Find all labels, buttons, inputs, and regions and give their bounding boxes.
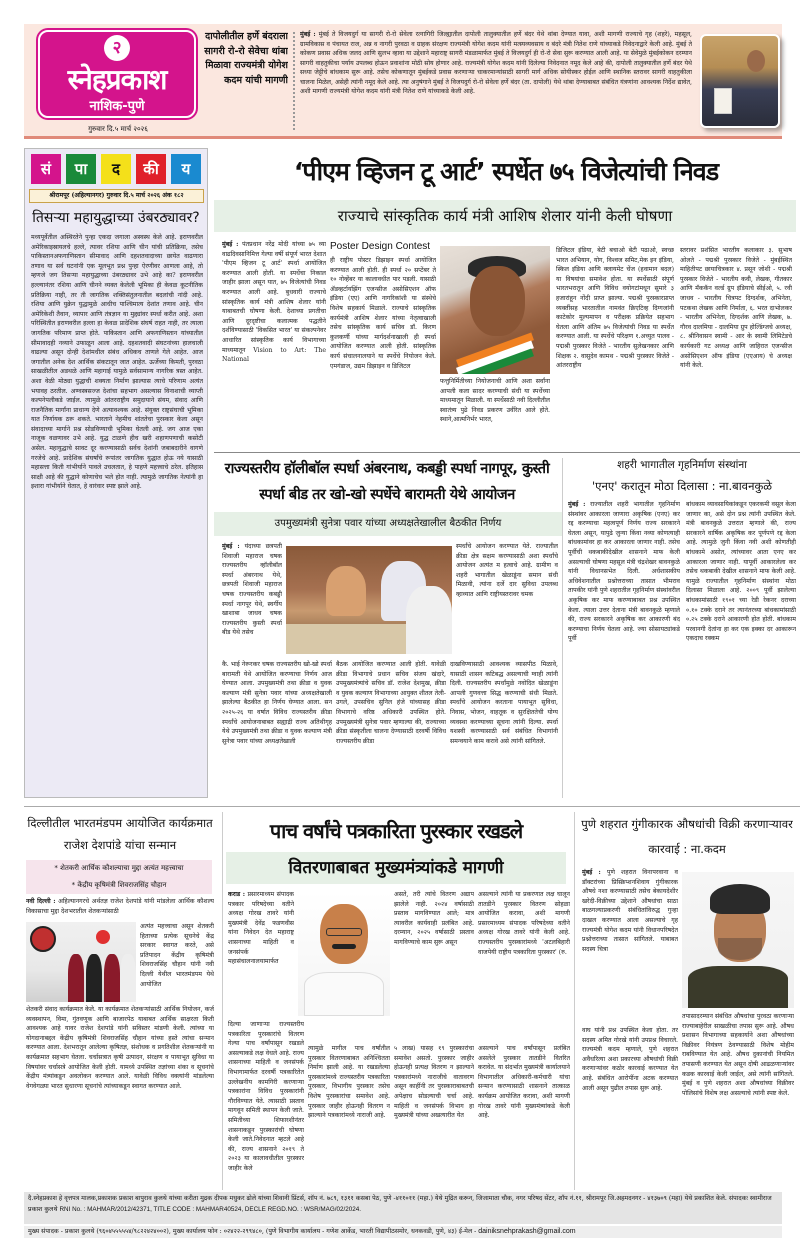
contact-text: मुख्य संपादक - प्रकाश कुलथे (९६०४५५५५५४/९८२२४२४००२), मुख्य कार्यालय फोन : ०२४२२-२९९४८०, (पुणे विभागीय कार्यालय - गणेश आर्केड, भारती विद्यापीठसमोर, धनकवडी, पुणे, ४३) ई-मेल - (28, 1228, 477, 1235)
delhi-sub-line-2: * केंद्रीय कृषिमंत्री शिवराजसिंह चौहान (71, 881, 167, 889)
editorial-tile: सं (31, 154, 61, 184)
imprint-line (24, 1192, 782, 1224)
masthead-story-body (300, 30, 692, 134)
lead-column-photo-text: फत्तुनिर्मितीच्या नियोजनाची आणि अशा सर्वांना आपली कला सादर करण्याची संधी या स्पर्धेच्या माध्यमातून मिळाली. या स्पर्धेसाठी नवी दिल्लीतील स्वातंत्र्य पुढे निवड प्रकरण उर्वरित आले होते. स्थाने,आत्मनिर्भर भारत, (440, 378, 550, 424)
section-divider (24, 806, 800, 807)
editorial-tile: द (101, 154, 131, 184)
dateline: नवी दिल्ली : (26, 898, 56, 905)
edition-number: २ (104, 35, 130, 61)
sports-meeting-photo (286, 546, 452, 654)
pune-column-3: तपासादरम्यान संबंधित औषधांचा पुरवठा करणाऱ्या राज्याबाहेरील साखळीचा तपास सुरू आहे. औषध प्रशासन विभागाच्या सहकार्याने अशा औषधांच्या विक्रीवर नियंत्रण ठेवण्यासाठी विशेष मोहीम राबविण्यात येत आहे. औषध दुकानांची नियमित तपासणी करण्यात येत असून दोषी आढळणाऱ्यांवर कडक कारवाई केली जाईल, असे त्यांनी सांगितले. मुंबई व पुणे शहरात अशा औषधांच्या विक्रीवर पोलिसांचे विशेष लक्ष असल्याचे त्यांनी स्पष्ट केले. (682, 1013, 794, 1097)
housing-kicker: शहरी भागातील गृहनिर्माण संस्थांना (617, 459, 747, 471)
editorial-tile: य (171, 154, 201, 184)
lead-headline: ‘पीएम व्हिजन टू आर्ट’ स्पर्धेत ७५ विजेत्यांची निवड (293, 157, 719, 186)
sports-column-5: दाखविण्यासाठी आवश्यक व्यासपीठ मिळावे, यासाठी शासन कटिबद्ध असल्याची ग्वाही त्यांनी दिली. राज्यस्तरीय स्पर्धांमुळे नवोदित खेळाडूंना आपली गुणवत्ता सिद्ध करण्याची संधी मिळते. स्पर्धांचे आयोजन करताना पायाभूत सुविधा, निवास, भोजन, वाहतूक व सुरक्षिततेची योग्य व्यवस्था करण्याच्या सूचना त्यांनी दिल्या. स्पर्धा यशस्वी करण्यासाठी सर्व संबंधित विभागांनी समन्वयाने काम करावे असे त्यांनी सांगितले. (450, 661, 558, 745)
story-text: मुंबई ते विजयदुर्ग या सागरी रो-रो सेवेला रत्नागिरी जिल्ह्यातील दापोली तालुक्यातील हर्णे बंदर येथे थांबा देण्यात यावा, अशी मागणी राज्याचे गृह (शहरे), महसूल, ग्रामविकास व पंचायत राज, अन्न व नागरी पुरवठा व ग्राहक संरक्षण राज्यमंत्री योगेश कदम यांनी मत्स्यव्यवसाय व बंदरे मंत्री नितेश राणे यांच्याकडे निवेदनाद्वारे केली आहे. मुंबई ते कोकण प्रवास अधिक जलद आणि सुलभ व्हावा या उद्देशाने महाराष्ट्र सागरी मंडळामार्फत मुंबई ते विजयदुर्ग ही रो-रो सेवा सुरू करण्यात आली आहे. या सेवेमुळे मुंबईकोकन दरम्यान सागरी वाहतुकीचा पर्याय उपलब्ध होऊन प्रवाशांना मोठी सोय होणार आहे. राज्यमंत्री योगेश कदम यांनी दिलेल्या निवेदनात नमूद केले आहे की, दापोली तालुक्यातील हर्णे बंदर येथे सध्या जेट्टीचे बांधकाम सुरू आहे. तसेच कोकणातून मुंबईकडे प्रवास करणाऱ्या चाकरमान्यांसाठी सागरी मार्ग अधिक सोयीस्कर होईल आणि स्थानिक स्तरावर सागरी वाहतुकीला चालना मिळेल, असेही त्यांनी नमूद केले आहे. त्या अनुषंगाने मुंबई ते विजयदुर्ग रो-रो सेवेला हर्णे बंदर (ता. दापोली) येथे थांबा देण्याबाबत संबंधित यंत्रणांना आवश्यक निर्देश द्यावेत, अशी मागणी राज्यमंत्री योगेश कदम यांनी मंत्री नितेश राणे यांच्याकडे केली आहे. (300, 31, 692, 95)
registration-numbers: RNI No. : MAHMAR/2012/42371, TITLE CODE : MAHMAR40524, DECLE REGD.NO. : WSR/MAG/02/2024. (59, 1205, 362, 1213)
lead-subheadline: राज्याचे सांस्कृतिक कार्य मंत्री आशिष शेलार यांनी केली घोषणा (337, 207, 673, 225)
sports-column-4: बैठक आयोजित करण्यात आली होती. यावेळी क्रीडा विभागाचे प्रधान सचिव संजय खंदारे, उपमुख्यमंत्र्यांचे सचिव डॉ. राजेश देशमुख, क्रीडा व युवक कल्याण विभागाच्या आयुक्त शीतल तेली-उगले, उपसचिव सुनिल हंजे यांच्यासह क्रीडा विभागाचे वरिष्ठ अधिकारी उपस्थित होते. उपमुख्यमंत्री सुनेत्रा पवार म्हणाल्या की, राज्याच्या क्रीडा संस्कृतीला चालना देण्यासाठी दरवर्षी विविध राज्यस्तरीय क्रीडा (336, 661, 446, 745)
editorial-title: तिसऱ्या महायुद्धाच्या उंबरठ्यावर? (32, 210, 200, 226)
sports-column-3: कै. भाई नेरूरकर चषक राज्यस्तरीय खो-खो स्पर्धा बारामती येथे आयोजित करण्याचा निर्णय आज घेण्यात आला. उपमुख्यमंत्री तथा क्रीडा व युवक कल्याण मंत्री सुनेत्रा पवार यांच्या अध्यक्षतेखाली झालेल्या बैठकीत हा निर्णय घेण्यात आला. सन २०२५-२६ या वर्षात विविध राज्यस्तरीय क्रीडा स्पर्धांचे आयोजनाबाबत सह्याद्री राज्य अतिथीगृह येथे उपमुख्यमंत्री तथा क्रीडा व युवक कल्याण मंत्री सुनेत्रा पवार यांच्या अध्यक्षतेखाली (222, 661, 332, 745)
journalism-subheadline: वितरणाबाबत मुख्यमंत्र्यांकडे मागणी (288, 858, 504, 878)
lead-column-2: ही राष्ट्रीय पोस्टर डिझाइन स्पर्धा आयोजित करण्यात आली होती. ही स्पर्धा २० सप्टेंबर ते १० नोव्हेंबर या कालावधीत पार पडली. यासाठी ॲडव्हर्टायझिंग एजन्सीज असोसिएशन ऑफ इंडिया (एए) आणि नागरिकांशी या संस्थेचे विशेष सहकार्य मिळाले. राज्याचे सांस्कृतिक कार्यमंत्री आशिष शेलार यांच्या नेतृत्वाखाली तसेच सांस्कृतिक कार्य सचिव डॉ. किरण कुलकर्णी यांच्या मार्गदर्शनाखाली ही स्पर्धा आयोजित करण्यात आली होती. सांस्कृतिक कार्य संचालनालयाने या स्पर्धेचे नियोजन केले. एमगंडाज, उद्यम डिझाइन व डिजिटल (330, 257, 436, 370)
yogesh-kadam-photo (682, 872, 794, 1008)
story-text: पंतप्रधान नरेंद्र मोदी यांच्या ७५ व्या वाढदिवसानिमित्त गेल्या वर्षी संपूर्ण भारत देशात 'पीएम व्हिजन टू आर्ट' स्पर्धा आयोजित करण्यात आली होती. या स्पर्धेचा निकाल जाहीर झाला असून यात, ७५ विजेत्यांची निवड करण्यात आली आहे. बुधवारी राज्याचे सांस्कृतिक कार्य मंत्री आशिष शेलार यांनी याबाबतची घोषणा केली. देशाच्या प्रगतीचा आणि दूरदृष्टीचा कलात्मक पद्धतीने दर्शविण्यासाठी 'विकसित भारत' या संकल्पनेवर आधारित सांस्कृतिक कार्य विभागाच्या माध्यमातून Vision to Art: The National (222, 241, 326, 364)
pune-column-1 (582, 868, 678, 1022)
story-text: प्रसारमाध्यम संपादक पत्रकार परिषदेच्या वतीने अध्यक्ष गोरख तावरे यांनी मुख्यमंत्री देवेंद्र फडणवीस यांना निवेदन देत महाराष्ट्र शासनाच्या माहिती व जनसंपर्क महासंचालनालयामार्फत (228, 891, 294, 966)
dateline: मुंबई : (222, 543, 240, 550)
delhi-lead (26, 897, 214, 917)
paper-name: स्नेहप्रकाश (67, 63, 167, 96)
kadam-rane-photo (700, 34, 780, 128)
journalism-column-4: दिल्या जाणाऱ्या राज्यस्तरीय पत्रकारिता पुरस्कारांचे वितरण गेल्या पाच वर्षांपासून रखडले असल्याकडे लक्ष वेधले आहे. राज्य शासनाच्या माहिती व जनसंपर्क विभागामार्फत दरवर्षी पत्रकारितेत उल्लेखनीय कामगिरी करणाऱ्या पत्रकारांना विविध पुरस्कारांनी गौरविण्यात येते. त्यासाठी प्रस्ताव मागवून समिती स्थापन केली जाते. समितीच्या शिफारशीनंतर शासनाकडून पुरस्कारांची घोषणा केली जाते.निवेदनात म्हटले आहे की, राज्य शासनाने २०१९ ते २०२३ या कालावधीतील पुरस्कार जाहीर केले (228, 1021, 304, 1172)
editorial-body: मध्यपूर्वेतील अस्थिरतेने पुन्हा एकदा जगाला अस्वस्थ केले आहे. इराणवरील अमेरिकाइस्रायलचे हल्ले, त्यावर रशिया आणि चीन यांची प्रतिक्रिया, तसेच पाकिस्तानअफगाणिस्तान सीमावाद आणि दहशतवादाच्या छायेत वाढणारा तणाव या सर्व घटनांनी एक मूलभूत प्रश्न पुन्हा ऐरणीवर आणला आहे, तो म्हणजे जग तिसऱ्या महायुद्धाच्या उंबरठ्यावर उभे आहे का? इराणवरील हल्ल्यानंतर रशिया आणि चीनने व्यक्त केलेली भूमिका ही केवळ कूटनीतिक प्रतिक्रिया नाही, तर ती जागतिक शक्तिसंतुलनातील बदलांची नांदी आहे. रशिया आणि युक्रेन युद्धामुळे आधीच पाश्चिमात्य देशांत तणाव आहे. चीन अमेरिकेशी तैवान, व्यापार आणि तंत्रज्ञान या मुद्द्यांवर स्पर्धा करीत आहे. अशा परिस्थितीत इराणवरील हल्ला हा केवळ प्रादेशिक संघर्ष राहत नाही, तर त्याला जागतिक परिमाण प्राप्त होते. पाकिस्तान आणि अफगाणिस्तान यांच्यातील सीमावादही नव्याने उफाळून आला आहे. दहशतवादी संघटनांच्या हालचाली वाढल्या असून दोन्ही देशांमधील संबंध अधिकच ताणले गेले आहेत. आज जगातील अनेक देश आर्थिक संकटातून जात आहेत. ऊर्जेच्या किमती, पुरवठा साखळीतील अडथळे आणि महागाई यामुळे सर्वसामान्य नागरिक त्रस्त आहेत. अशा वेळी मोठ्या युद्धाची शक्यता निर्माण झाल्यास त्याचे परिणाम अत्यंत भयावह ठरतील. अण्वस्त्रसज्ज देशांचा सहभाग असल्यास विनाशाची व्याप्ती कल्पनेपलीकडे जाईल. त्यामुळे आंतरराष्ट्रीय समुदायाने संयम, संवाद आणि राजनैतिक मार्गांना प्राधान्य देणे अत्यावश्यक आहे. संयुक्त राष्ट्रसंघाची भूमिका यात निर्णायक ठरू शकते. भारताने नेहमीच शांततेचा पुरस्कार केला असून संवादाच्या मार्गाने प्रश्न सोडविण्याची भूमिका घेतली आहे. जग आज एका नाजूक वळणावर उभे आहे. युद्ध टाळणे हीच खरी शहाणपणाची कसोटी असेल. महायुद्धाचे सावट दूर करण्यासाठी सर्वच देशांनी जबाबदारीने वागणे गरजेचे आहे. प्रादेशिक संघर्षांचे रूपांतर जागतिक युद्धात होऊ नये यासाठी महासत्ता किती गांभीर्याने पावले उचलतात, हे पाहणे महत्त्वाचे ठरेल. इतिहास साक्षी आहे की युद्धाने कोणाचेच भले होत नाही. त्यामुळे जागतिक नेत्यांनी हा इशारा गांभीर्याने घेतात, हे वारंवार स्पष्ट झाले आहे. (31, 234, 203, 491)
section-divider (214, 452, 800, 453)
poster-contest-title: Poster Design Contest (330, 241, 431, 252)
sports-subheadline: उपमुख्यमंत्री सुनेत्रा पवार यांच्या अध्यक्षतेखालील बैठकीत निर्णय (274, 518, 502, 529)
journalism-column-2: असते, तरी त्यांचे वितरण अद्याप झालेले नाही. २०२४ वर्षासाठी प्रस्ताव मागविण्यात आले; मात्र त्यावरील कार्यवाही प्रलंबित आहे. दरम्यान, २०२५ वर्षासाठी प्रस्ताव मागविण्याचे काम सुरू असून (394, 891, 474, 946)
journalism-column-6: ५ लाख) यासह १९ पुरस्कारांचा समावेश असतो. पुरस्कार जाहीर होऊनही प्रत्यक्ष वितरण न झाल्याने पत्रकारांमध्ये नाराजीचे वातावरण असून काहींनी तर पुरस्काराबाबतची अपेक्षाच सोडल्याची चर्चा आहे. माहिती व जनसंपर्क विभाग हा मुख्यमंत्री यांच्या अखत्यारीत येत (394, 1045, 474, 1120)
masthead-headline: दापोलीतील हर्णे बंदराला सागरी रो-रो सेवेचा थांबा मिळावा राज्यमंत्री योगेश कदम यांची मागणी (204, 31, 288, 86)
housing-headline: 'एनए' करातून मोठा दिलासा : ना.बावनकुळे (591, 479, 773, 493)
housing-column-1 (568, 500, 680, 800)
sports-headline: राज्यस्तरीय हॉलीबॉल स्पर्धा अंबरनाथ, कबड्डी स्पर्धा नागपूर, कुस्ती स्पर्धा बीड तर खो-खो स्पर्धेचे बारामती येथे आयोजन (224, 461, 550, 503)
editorial-tile: पा (66, 154, 96, 184)
dateline: मुंबई : (300, 31, 316, 38)
sports-column-1 (222, 542, 282, 656)
column-divider (222, 812, 223, 1190)
delhi-event-photo (26, 922, 136, 1002)
delhi-column-rest: शेतकरी संवाद कार्यक्रमात केले. या कार्यक्रमात शेतकऱ्यांसाठी आर्थिक नियोजन, कर्ज व्यवस्थापन, विमा, गुंतवणूक आणि बाजारपेठ याबाबत आर्थिक साक्षरता किती आवश्यक आहे यावर राजेश देशपांडे यांनी सविस्तर मांडणी केली. त्यांच्या या योगदानाबद्दल केंद्रीय कृषिमंत्री शिवराजसिंह चौहान यांच्या हस्ते त्यांचा सन्मान करण्यात आला. देशभरातून आलेल्या कृषितज्ञ, संशोधक व प्रगतिशील शेतकऱ्यांनी या कार्यक्रमात सहभाग घेतला. चर्चासत्रात कृषी उत्पादन, संरक्षण व पायाभूत सुविधा या विषयांवर चर्चासत्रे आयोजित केली होती. यामध्ये उपस्थित तज्ञांच्या शंका व सूचनांचे केंद्रीय मंत्र्यांकडून अवलोकन करण्यात आले. यावेळी विविध वक्त्यांनी मांडलेल्या वेगवेगळ्या भारत सुधारणा सूचनांचे त्यांच्याकडून स्वागत करण्यात आले. (26, 1006, 214, 1090)
lead-column-1 (222, 240, 326, 445)
masthead (24, 24, 782, 139)
issue-date: गुरुवार दि.५ मार्च २०२६ (88, 125, 148, 133)
journalism-column-3: असल्याने त्यांनी या प्रकरणात लक्ष घालून तातडीने पुरस्कार वितरण सोहळा आयोजित करावा, अशी मागणी प्रसारमाध्यम संपादक परिषदेच्या वतीने अध्यक्ष गोरख तावरे यांनी केली आहे. राज्यस्तरीय पुरस्कारांमध्ये 'अटलबिहारी वाजपेयी राष्ट्रीय पत्रकारिता पुरस्कार' (रु. (478, 891, 570, 956)
story-text: यंदाच्या छत्रपती शिवाजी महाराज चषक राज्यस्तरीय व्हॉलीबॉल स्पर्धा अंबरनाथ येथे, छत्रपती शिवाजी महाराज चषक राज्यस्तरीय कबड्डी स्पर्धा नागपूर येथे, स्वर्गीय खाशाबा जाधव चषक राज्यस्तरीय कुस्ती स्पर्धा बीड येथे तसेच (222, 543, 282, 637)
paper-logo (38, 30, 196, 118)
shelar-photo (440, 246, 550, 374)
editorial-tile: की (136, 154, 166, 184)
dateline: मुंबई : (568, 501, 586, 508)
journalism-headline: पाच वर्षांचे पत्रकारिता पुरस्कार रखडले (269, 819, 523, 843)
journalism-column-7: असल्याने पाच वर्षांपासून प्रलंबित असलेले पुरस्कार तातडीने वितरित करावेत. या संदर्भात मुख्यमंत्री कार्यालयाने विभागातील अधिकारी-कर्मचारी यांचा सन्मान करण्यासाठी शासनाने तात्काळ कार्यक्रम आयोजित करावा, अशी मागणी गोरख तावरे यांनी मुख्यमंत्र्यांकडे केली आहे. (478, 1045, 570, 1120)
masthead-divider (293, 32, 295, 130)
editorial-column (24, 148, 208, 798)
contact-line (24, 1226, 782, 1238)
dateline: मुंबई : (222, 241, 239, 248)
column-divider (574, 812, 575, 1190)
delhi-headline: दिल्लीतील भारतमंडपम आयोजित कार्यक्रमात राजेश देशपांडे यांचा सन्मान (27, 816, 213, 852)
paper-edition-city: नाशिक-पुणे (89, 99, 145, 114)
delhi-subheadline (26, 860, 212, 894)
lead-column-4: स्तरावर प्रशंसित भारतीय कलाकार ३. सुभाष ओलते - पद्मश्री पुरस्कार विजेते - मुंबईस्थित माहितीपट छायाचित्रकार ४. प्रसून जोशी - पद्मश्री पुरस्कार विजेते - भारतीय कवी, लेखक, गीतकार आणि मॅककॅन वर्ल्ड ग्रुप इंडियाचे सीईओ, ५. रवी जाधव - भारतीय चित्रपट दिग्दर्शक, अभिनेता, पटकथा लेखक आणि निर्माता, ६. भरत दाभोलकर - भारतीय अभिनेता, दिग्दर्शक आणि लेखक, ७. गौरव दालमिया - दालमिया ग्रुप होल्डिंग्जचे अध्यक्ष, ८. श्रीनिवासन स्वामी - आर के स्वामी लिमिटेडचे कार्यकारी गट अध्यक्ष आणि जाहिरात एजन्सीज असोसिएशन ऑफ इंडिया (एएआय) चे अध्यक्ष यांनी केले. (680, 247, 792, 370)
journalism-column-5: त्यामुळे मागील पाच वर्षांतील पुरस्कार वितरणाबाबत अनिश्चितता निर्माण झाली आहे. या रखडलेल्या पुरस्कारांमध्ये राज्यस्तरीय पत्रकारिता पुरस्कार, विभागीय पुरस्कार तसेच विशेष पुरस्कारांचा समावेश आहे. पुरस्कार जाहीर होऊनही वितरण न झाल्याने पत्रकारांमध्ये नाराजी आहे. (308, 1045, 390, 1120)
lead-column-3: डिजिटल इंडिया, बेटी बचाओ बेटी पढाओ, स्वच्छ भारत अभियान, योग, विश्वज समिट,मेक इन इंडिया, स्किल इंडिया आणि क्लायमेट चेंज (हवामान बदल) या विषयांचा समावेश होता. या स्पर्धेसाठी संपूर्ण भारतभरातून आणि विविध वयोगटांमधून सुमारे ३ हजारांहून नोंदी प्राप्त झाल्या. पद्मश्री पुरस्कारप्राप्त व्यक्तींसह भारतातील नामवंत क्रिएटिव्ह दिग्गजांनी काटेकोर मूल्यमापन व परीक्षक प्रक्रियेत सहभाग घेतला आणि अंतिम ७५ विजेत्यांची निवड या स्पर्धेत करण्यात आली. या स्पर्धेचे परिक्षण १.अच्युत पालव - पद्मश्री पुरस्कार विजेते - भारतीय सुलेखनकार आणि शिक्षक २. वासुदेव कामथ - पद्मश्री पुरस्कार विजेते - आंतरराष्ट्रीय (556, 247, 674, 370)
story-text: अहिल्यानगरचे अर्थतज्ञ राजेश देशपांडे यांनी मांडलेला आर्थिक कौशल्य विकासाचा मुद्दा देशभरातील शेतकऱ्यांसाठी (26, 898, 214, 915)
imprint-text: दै.स्नेहप्रकाश हे वृत्तपत्र मालक,प्रकाशक प्रकाश बापुराव कुलथे यांच्या करीता मुद्रक दीपक मधुकर ढोले यांच्या शिवानी प्रिंटर्स, शॉप नं. ७८९, १३११ कसबा पेठ, पुणे -४११०११ (महा.) येथे मुद्रित करून, जिजामाता चौक, नगर परिषद सेंटर, शॉप नं.११, श्रीरामपूर जि.अहमदनगर - ४१३७०९ (महा) येथे प्रकाशित केले. संपादकः स्वामीराज प्रकाश कुलथे (28, 1195, 772, 1213)
story-text: पुणे शहरात विनापरवाना व डॉक्टरांच्या प्रिस्क्रिप्शनशिवाय गुंगीकारक औषधे नशा करण्यासाठी तसेच बेकायदेशीर खरेदी-विक्रीच्या उद्देशाने औषधांचा साठा बाळगल्याप्रकरणी संबंधितांविरुद्ध गुन्हा दाखल करण्यात आला असल्याचे गृह राज्यमंत्री योगेश कदम यांनी विधानपरिषदेत प्रश्नोत्तराच्या तासात सांगितले. याबाबत सदस्य चित्रा (582, 869, 678, 953)
delhi-column-right: अत्यंत महत्त्वाचा असून शेतकरी हिताच्या प्रत्येक सूचनेचे केंद्र सरकार स्वागत करते, असे प्रतिपादन केंद्रीय कृषिमंत्री शिवराजसिंह चौहान यांनी नवी दिल्ली येथील भारतमंडपम येथे आयोजित (140, 923, 214, 988)
email-link[interactable]: dainiksnehprakash@gmail.com (478, 1228, 576, 1235)
dateline: कराड : (228, 891, 246, 898)
editorial-meta: श्रीरामपूर (अहिल्यानगर) गुरुवार दि.५ मार्च २०२६ अंक १८२ (29, 189, 204, 203)
pune-column-2: वाघ यांनी प्रश्न उपस्थित केला होता. तर सदस्य अमित गोरखे यांनी उपप्रश्न विचारले. राज्यमंत्री कदम म्हणाले, पुणे शहरात अवैधरित्या अशा प्रकारच्या औषधांची विक्री करणाऱ्यांवर कठोर कारवाई करण्यात येत आहे. संबंधित आरोपींना अटक करण्यात आली असून पुढील तपास सुरू आहे. (582, 1027, 678, 1092)
pune-headline: पुणे शहरात गुंगीकारक औषधांची विक्री करणाऱ्यावर कारवाई : ना.कदम (581, 817, 793, 856)
dateline: मुंबई : (582, 869, 601, 876)
story-text: राज्यातील शहरी भागातील गृहनिर्माण संस्थांवर आकारला जाणारा अकृषिक (एनए) कर रद्द करण्याचा महत्वपूर्ण निर्णय राज्य सरकारने घेतला असून, यापुढे जुन्या किंवा नव्या कोणत्याही बांधकामांवर हा कर आकारला जाणार नाही. तसेच पूर्वीची थकबाकीदेखील शासनाने माफ केली असल्याची घोषणा महसूल मंत्री चंद्रशेखर बावनकुळे यांनी विधानसभेत दिली. अर्धशासकीय अधिवेशनातील प्रश्नोत्तराच्या तासात भीमराव तापकीर यांनी पुणे शहरातील गृहनिर्माण संस्थांवरील अकृषिक कर माफ करण्याबाबत प्रश्न उपस्थित केला. त्याला उत्तर देताना मंत्री बावनकुळे म्हणाले की, राज्य सरकारने अकृषिक कर आकारणी बंद करण्याचा निर्णय घेतला आहे. ज्या सोसायट्यांकडे पूर्वी (568, 501, 680, 643)
journalism-column-1 (228, 890, 294, 1014)
sports-column-2: स्पर्धांचे आयोजन करण्यात येते. राज्यातील क्रीडा क्षेत्र सक्षम करण्यासाठी अशा स्पर्धांचे आयोजन अत्यंत म हत्वाचे आहे. ग्रामीण व शहरी भागातील खेळाडूंना समान संधी मिळावी, त्यांना दर्जे दार सुविधा उपलब्ध व्हाव्यात आणि राष्ट्रीयस्तरावर चमक (456, 543, 558, 598)
delhi-sub-line-1: * शेतकरी आर्थिक कौशल्याचा मुद्दा अत्यंत महत्त्वाचा (54, 864, 184, 872)
column-divider (562, 458, 563, 798)
gorakh-taware-photo (298, 892, 390, 1016)
housing-column-2: बांधकाम व्यावसायिकांकडून एकरकमी वसूल केला जाणार का, असे दोन प्रश्न त्यांनी उपस्थित केले. मंत्री बावनकुळे उत्तरात म्हणाले की, राज्य सरकारने वार्षिक अकृषिक कर पूर्णपणे रद्द केला आहे. त्यामुळे जुनी किंवा नवी अशी कोणतीही बांधकामे असोत, त्यांच्यावर आता एनए कर आकारला जाणार नाही. यापूर्वी आकारलेला कर तसेच थकबाकी देखील शासनाने माफ केली आहे. यामुळे राज्यातील गृहनिर्माण संस्थांना मोठा दिलासा मिळाला आहे. २००९ पूर्वी झालेल्या बांधकामांसाठी १९०१ च्या रेडी रेकनर दराच्या ०.१० टक्के दराने तर त्यानंतरच्या बांधकामांसाठी ०.२५ टक्के दराने आकारणी होत होती. बांधकाम परवानगी देतांना हा कर एक इक्का दर आकारून एकदाच रक्कम (686, 501, 796, 643)
